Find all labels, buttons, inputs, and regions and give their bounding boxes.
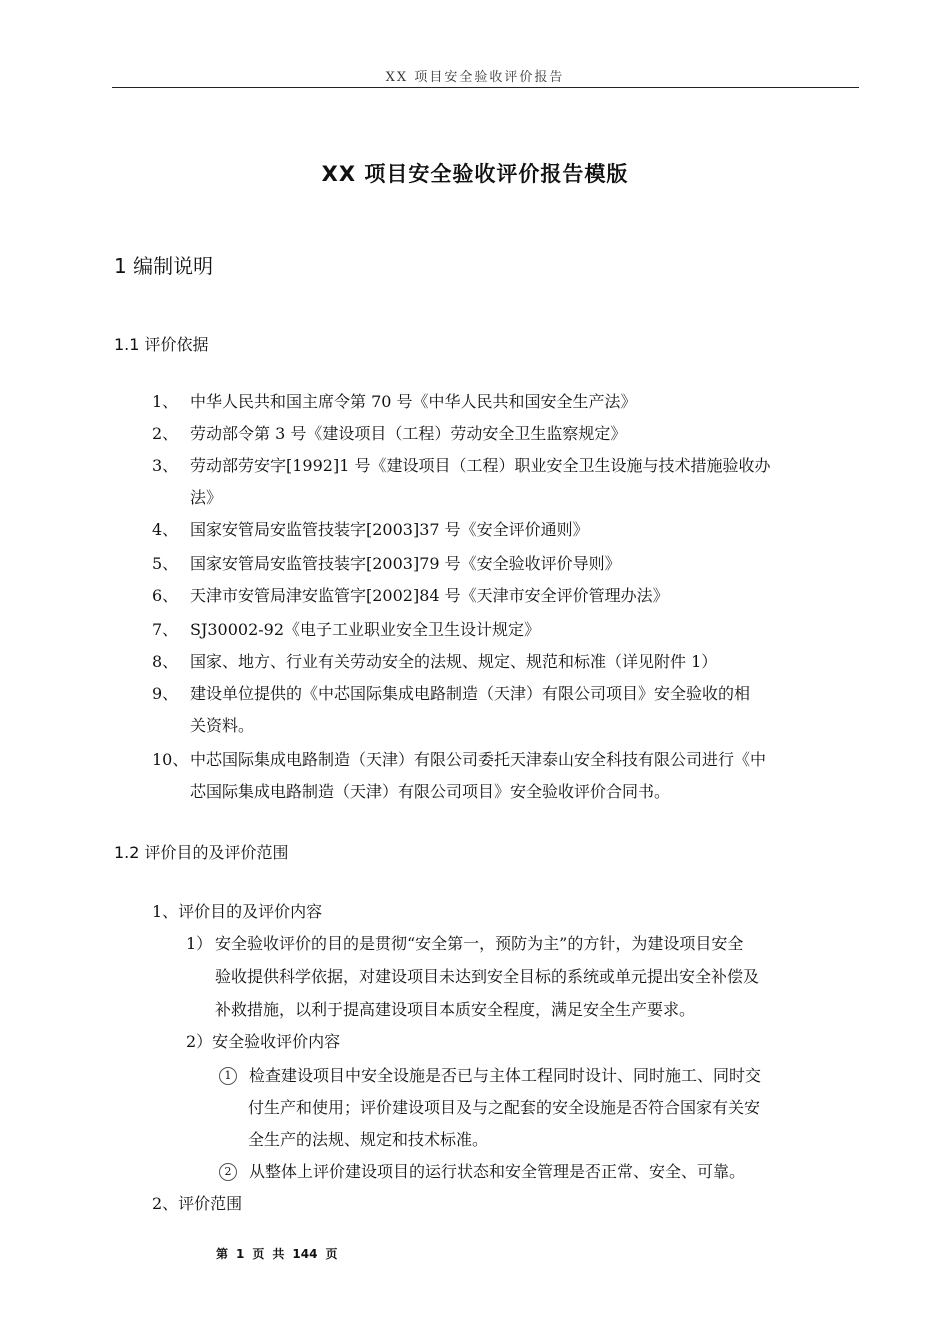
list-item-text-cont: 芯国际集成电路制造（天津）有限公司项目》安全验收评价合同书。	[190, 782, 671, 801]
list-item-number: 7、	[152, 620, 179, 639]
circled-number-two: 2	[219, 1163, 237, 1181]
list-item-text: 国家安管局安监管技装字[2003]79 号《安全验收评价导则》	[190, 554, 621, 573]
circled-item-text: 从整体上评价建设项目的运行状态和安全管理是否正常、安全、可靠。	[249, 1162, 746, 1181]
section-1-2-heading: 1.2 评价目的及评价范围	[114, 843, 289, 862]
list-item-text-cont: 法》	[190, 488, 223, 507]
circled-item	[219, 1060, 761, 1092]
list-item-number: 4、	[152, 520, 179, 539]
list-item-text: 中芯国际集成电路制造（天津）有限公司委托天津泰山安全科技有限公司进行《中	[190, 750, 767, 769]
subheading-content: 2）安全验收评价内容	[186, 1032, 341, 1051]
list-item-text: 国家、地方、行业有关劳动安全的法规、规定、规范和标准（详见附件 1）	[190, 652, 718, 671]
list-item-number: 6、	[152, 586, 179, 605]
list-item-text: 天津市安管局津安监管字[2002]84 号《天津市安全评价管理办法》	[190, 586, 669, 605]
page-footer	[216, 1245, 345, 1262]
paragraph-text-cont: 验收提供科学依据，对建设项目未达到安全目标的系统或单元提出安全补偿及	[215, 967, 760, 986]
circled-item	[219, 1156, 745, 1188]
circled-item-text-cont: 全生产的法规、规定和技术标准。	[248, 1130, 489, 1149]
list-item-number: 2、	[152, 424, 179, 443]
circled-item-text: 检查建设项目中安全设施是否已与主体工程同时设计、同时施工、同时交	[249, 1066, 762, 1085]
list-item-text-cont: 关资料。	[190, 716, 255, 735]
list-item-number: 10、	[152, 750, 189, 769]
footer-label: 第	[216, 1247, 229, 1261]
list-item-text: SJ30002-92《电子工业职业安全卫生设计规定》	[190, 620, 541, 639]
circled-number-one: 1	[219, 1067, 237, 1085]
list-item-text: 中华人民共和国主席令第 70 号《中华人民共和国安全生产法》	[190, 392, 637, 411]
footer-label: 页	[325, 1247, 338, 1261]
list-item-text: 劳动部令第 3 号《建设项目（工程）劳动安全卫生监察规定》	[190, 424, 627, 443]
header-rule	[112, 87, 859, 88]
list-item-number: 8、	[152, 652, 179, 671]
subsection-heading: 2、评价范围	[152, 1194, 243, 1213]
list-item-text: 建设单位提供的《中芯国际集成电路制造（天津）有限公司项目》安全验收的相	[190, 684, 751, 703]
footer-label: 页	[252, 1247, 265, 1261]
list-item-number: 3、	[152, 456, 179, 475]
section-1-1-heading: 1.1 评价依据	[114, 335, 209, 354]
list-item-text: 劳动部劳安字[1992]1 号《建设项目（工程）职业安全卫生设施与技术措施验收办	[190, 456, 771, 475]
running-header: XX 项目安全验收评价报告	[385, 70, 565, 85]
document-title: XX 项目安全验收评价报告模版	[321, 162, 629, 186]
page-number: 1	[236, 1247, 245, 1261]
total-pages: 144	[292, 1247, 318, 1261]
circled-item-text-cont: 付生产和使用；评价建设项目及与之配套的安全设施是否符合国家有关安	[248, 1098, 761, 1117]
subsection-heading: 1、评价目的及评价内容	[152, 902, 323, 921]
list-item-number: 1、	[152, 392, 179, 411]
footer-label: 共	[272, 1247, 285, 1261]
section-1-heading: 1 编制说明	[114, 254, 214, 278]
list-item-text: 国家安管局安监管技装字[2003]37 号《安全评价通则》	[190, 520, 589, 539]
paragraph-text-cont: 补救措施，以利于提高建设项目本质安全程度，满足安全生产要求。	[215, 1000, 696, 1019]
list-item-number: 9、	[152, 684, 179, 703]
list-item-number: 5、	[152, 554, 179, 573]
paragraph-number: 1）	[186, 934, 213, 953]
paragraph-text: 安全验收评价的目的是贯彻“安全第一，预防为主”的方针，为建设项目安全	[215, 934, 744, 953]
